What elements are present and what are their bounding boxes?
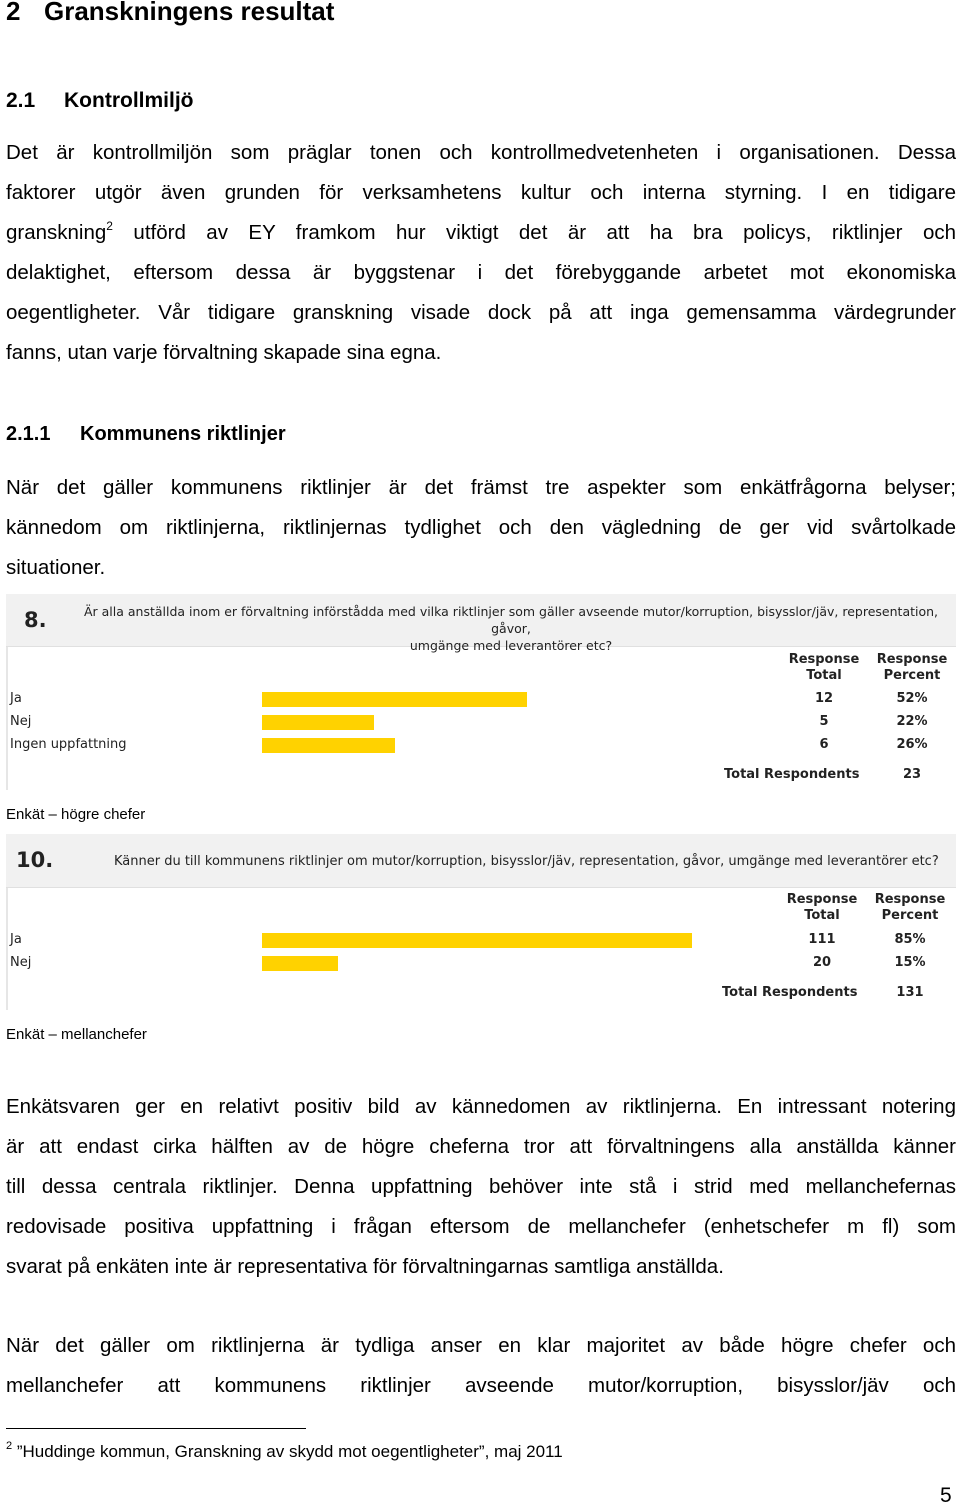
answer-total: 20: [812, 955, 832, 970]
footnote-mark: 2: [6, 1440, 13, 1452]
text-line: till dessa centrala riktlinjer. Denna uppfattning behöver inte stå i strid med mellanchefernas: [6, 1175, 956, 1198]
question-text: [66, 603, 956, 654]
chapter-number: 2: [6, 0, 21, 26]
text-line: är att endast cirka hälften av de högre cheferna tror att förvaltningens alla anställda känner: [6, 1135, 956, 1158]
text-line: När det gäller kommunens riktlinjer är det främst tre aspekter som enkätfrågorna belyser;: [6, 476, 956, 499]
question-number: 8.: [24, 608, 47, 632]
header-response-total: Response Total: [788, 652, 860, 683]
text-line: svarat på enkäten inte är representativa för förvaltningarnas samtliga anställda.: [6, 1255, 724, 1278]
text-line: mellanchefer att kommunens riktlinjer avseende mutor/korruption, bisysslor/jäv och: [6, 1374, 956, 1397]
answer-bar: [262, 933, 692, 948]
text-line: situationer.: [6, 556, 106, 579]
question-text: Känner du till kommunens riktlinjer om mutor/korruption, bisysslor/jäv, representation, gåvor, umgänge med leverantörer etc?: [114, 854, 939, 869]
question-number: 10.: [16, 848, 54, 872]
answer-percent: 15%: [894, 955, 926, 970]
page-number: 5: [940, 1484, 952, 1507]
survey-question-8: [6, 594, 956, 790]
answer-bar: [262, 956, 338, 971]
answer-total: 5: [819, 714, 829, 729]
header-response-total: Response Total: [786, 892, 858, 923]
text-line: redovisade positiva uppfattning i frågan eftersom de mellanchefer (enhetschefer m fl) som: [6, 1215, 956, 1238]
question-line: Är alla anställda inom er förvaltning införstådda med vilka riktlinjer som gäller avseende mutor/korruption, bisysslor/jäv, representation, gåvor,: [83, 604, 939, 636]
answer-label: Ja: [10, 932, 22, 947]
chapter-title: Granskningens resultat: [44, 0, 335, 26]
total-respondents-label: Total Respondents: [722, 985, 858, 1000]
section-heading: [6, 89, 194, 113]
subsection-number: 2.1.1: [6, 423, 51, 445]
chapter-heading: [6, 0, 334, 27]
answer-percent: 22%: [896, 714, 928, 729]
figure-caption: Enkät – högre chefer: [6, 806, 146, 823]
figure-caption: Enkät – mellanchefer: [6, 1026, 147, 1043]
paragraph-riktlinjer: [6, 468, 956, 588]
text-fragment: granskning: [6, 221, 107, 244]
text-line: När det gäller om riktlinjerna är tydliga anser en klar majoritet av både högre chefer och: [6, 1334, 956, 1357]
footnote-reference: 2: [106, 219, 113, 233]
section-title: Kontrollmiljö: [64, 89, 194, 112]
answer-percent: 26%: [896, 737, 928, 752]
text-line: delaktighet, eftersom dessa är byggstenar i det förebyggande arbetet mot ekonomiska: [6, 261, 956, 284]
text-line: Det är kontrollmiljön som präglar tonen och kontrollmedvetenheten i organisationen. Dessa: [6, 141, 956, 164]
question-header: [6, 834, 956, 888]
total-respondents-value: 131: [896, 985, 924, 1000]
answer-label: Nej: [10, 714, 32, 729]
answer-total: 111: [808, 932, 836, 947]
answer-percent: 52%: [896, 691, 928, 706]
footnote-separator: [6, 1428, 306, 1429]
text-line: [6, 213, 956, 253]
text-line: oegentligheter. Vår tidigare granskning visade dock på att inga gemensamma värdegrunder: [6, 301, 956, 324]
question-line: umgänge med leverantörer etc?: [409, 638, 613, 653]
text-line: kännedom om riktlinjerna, riktlinjernas tydlighet och den vägledning de ger vid svårtolkade: [6, 516, 956, 539]
footnote: [6, 1442, 563, 1462]
answer-bar: [262, 715, 374, 730]
answer-bar: [262, 738, 395, 753]
header-response-percent: Response Percent: [874, 892, 946, 923]
answer-label: Ja: [10, 691, 22, 706]
text-line: Enkätsvaren ger en relativt positiv bild av kännedomen av riktlinjerna. En intressant notering: [6, 1095, 956, 1118]
subsection-title: Kommunens riktlinjer: [80, 423, 286, 445]
answer-percent: 85%: [894, 932, 926, 947]
survey-question-10: [6, 834, 956, 1010]
total-respondents-label: Total Respondents: [724, 767, 860, 782]
text-line: faktorer utgör även grunden för verksamhetens kultur och interna styrning. I en tidigare: [6, 181, 956, 204]
paragraph-enkatsvar: [6, 1087, 956, 1287]
answer-label: Ingen uppfattning: [10, 737, 127, 752]
paragraph-kontrollmiljo: [6, 133, 956, 373]
subsection-heading: [6, 423, 286, 446]
answer-label: Nej: [10, 955, 32, 970]
footnote-text: ”Huddinge kommun, Granskning av skydd mot oegentligheter”, maj 2011: [12, 1442, 563, 1461]
answer-total: 12: [814, 691, 834, 706]
total-respondents-value: 23: [902, 767, 922, 782]
text-fragment: utförd av EY framkom hur viktigt det är att ha bra policys, riktlinjer och: [112, 221, 956, 244]
text-line: fanns, utan varje förvaltning skapade sina egna.: [6, 341, 442, 364]
question-header: [6, 594, 956, 653]
answer-bar: [262, 692, 527, 707]
header-response-percent: Response Percent: [876, 652, 948, 683]
answer-total: 6: [819, 737, 829, 752]
paragraph-tydlighet: [6, 1326, 956, 1406]
section-number: 2.1: [6, 89, 36, 112]
